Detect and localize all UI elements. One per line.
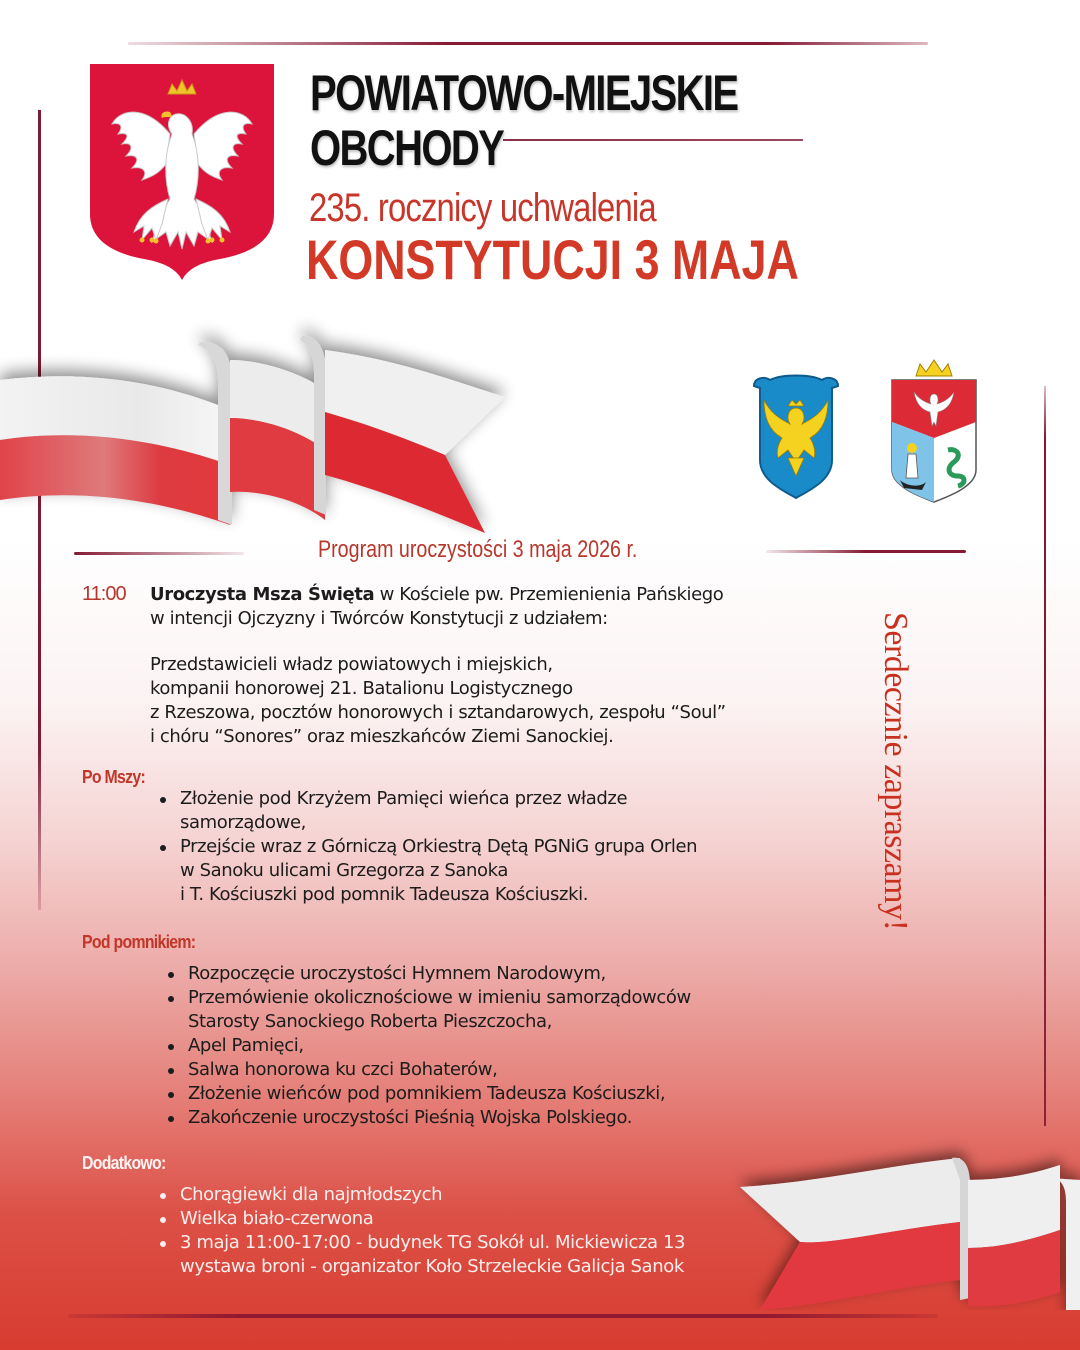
main-title: KONSTYTUCJI 3 MAJA	[306, 228, 799, 291]
right-vertical-line-lower	[1044, 896, 1046, 1126]
mass-location: w Kościele pw. Przemienienia Pańskiego	[374, 584, 724, 605]
mass-intention: w intencji Ojczyzny i Twórców Konstytucji z udziałem:	[150, 608, 608, 629]
section-label-po-mszy: Po Mszy:	[82, 767, 146, 787]
city-coat-of-arms-icon	[886, 352, 982, 504]
flag-ribbon-bottom-icon	[730, 1130, 1080, 1310]
participants-line: Przedstawicieli władz powiatowych i miejskich,	[150, 654, 553, 675]
list-item: Przemówienie okolicznościowe w imieniu samorządowców Starosty Sanockiego Roberta Pieszczocha,	[166, 986, 766, 1034]
mass-description	[150, 583, 790, 631]
list-item: Rozpoczęcie uroczystości Hymnem Narodowym,	[166, 962, 766, 986]
mass-time: 11:00	[82, 583, 126, 605]
list-item: Apel Pamięci,	[166, 1034, 766, 1058]
participants-line: z Rzeszowa, pocztów honorowych i sztandarowych, zespołu “Soul”	[150, 702, 726, 723]
top-divider-line	[128, 42, 928, 45]
participants-list	[150, 653, 790, 749]
list-item: Złożenie pod Krzyżem Pamięci wieńca przez władze samorządowe,	[158, 787, 758, 835]
section-label-dodatkowo: Dodatkowo:	[82, 1153, 166, 1173]
participants-line: kompanii honorowej 21. Batalionu Logistycznego	[150, 678, 573, 699]
title-line-2: OBCHODY	[310, 120, 504, 176]
title-line-1: POWIATOWO-MIEJSKIE	[310, 65, 738, 121]
section-label-pod-pomnikiem: Pod pomnikiem:	[82, 932, 196, 952]
program-divider-right	[766, 550, 966, 553]
po-mszy-list	[158, 787, 758, 907]
list-item: 3 maja 11:00-17:00 - budynek TG Sokół ul. Mickiewicza 13 wystawa broni - organizator Koło Strzeleckie Galicja Sanok	[158, 1231, 758, 1279]
subtitle: 235. rocznicy uchwalenia	[309, 186, 656, 230]
list-item: Wielka biało-czerwona	[158, 1207, 758, 1231]
program-title: Program uroczystości 3 maja 2026 r.	[318, 536, 638, 563]
list-item: Złożenie wieńców pod pomnikiem Tadeusza Kościuszki,	[166, 1082, 766, 1106]
right-vertical-line	[1044, 386, 1046, 896]
pod-pomnikiem-list	[166, 962, 766, 1130]
list-item: Salwa honorowa ku czci Bohaterów,	[166, 1058, 766, 1082]
flag-ribbon-top-icon	[0, 300, 760, 540]
polish-eagle-emblem-icon	[90, 64, 274, 280]
invitation-text: Serdecznie zapraszamy!	[877, 612, 914, 931]
dodatkowo-list	[158, 1183, 758, 1279]
list-item: Chorągiewki dla najmłodszych	[158, 1183, 758, 1207]
list-item: Przejście wraz z Górniczą Orkiestrą Dętą PGNiG grupa Orlen w Sanoku ulicami Grzegorza z Sanoka i T. Kościuszki pod pomnik Tadeusza Kościuszki.	[158, 835, 758, 907]
title-divider-line	[503, 139, 803, 141]
program-divider-left	[74, 552, 244, 555]
bottom-divider-line	[68, 1314, 938, 1318]
county-coat-of-arms-icon	[748, 372, 844, 500]
mass-title: Uroczysta Msza Święta	[150, 584, 375, 605]
participants-line: i chóru “Sonores” oraz mieszkańców Ziemi Sanockiej.	[150, 726, 614, 747]
list-item: Zakończenie uroczystości Pieśnią Wojska Polskiego.	[166, 1106, 766, 1130]
